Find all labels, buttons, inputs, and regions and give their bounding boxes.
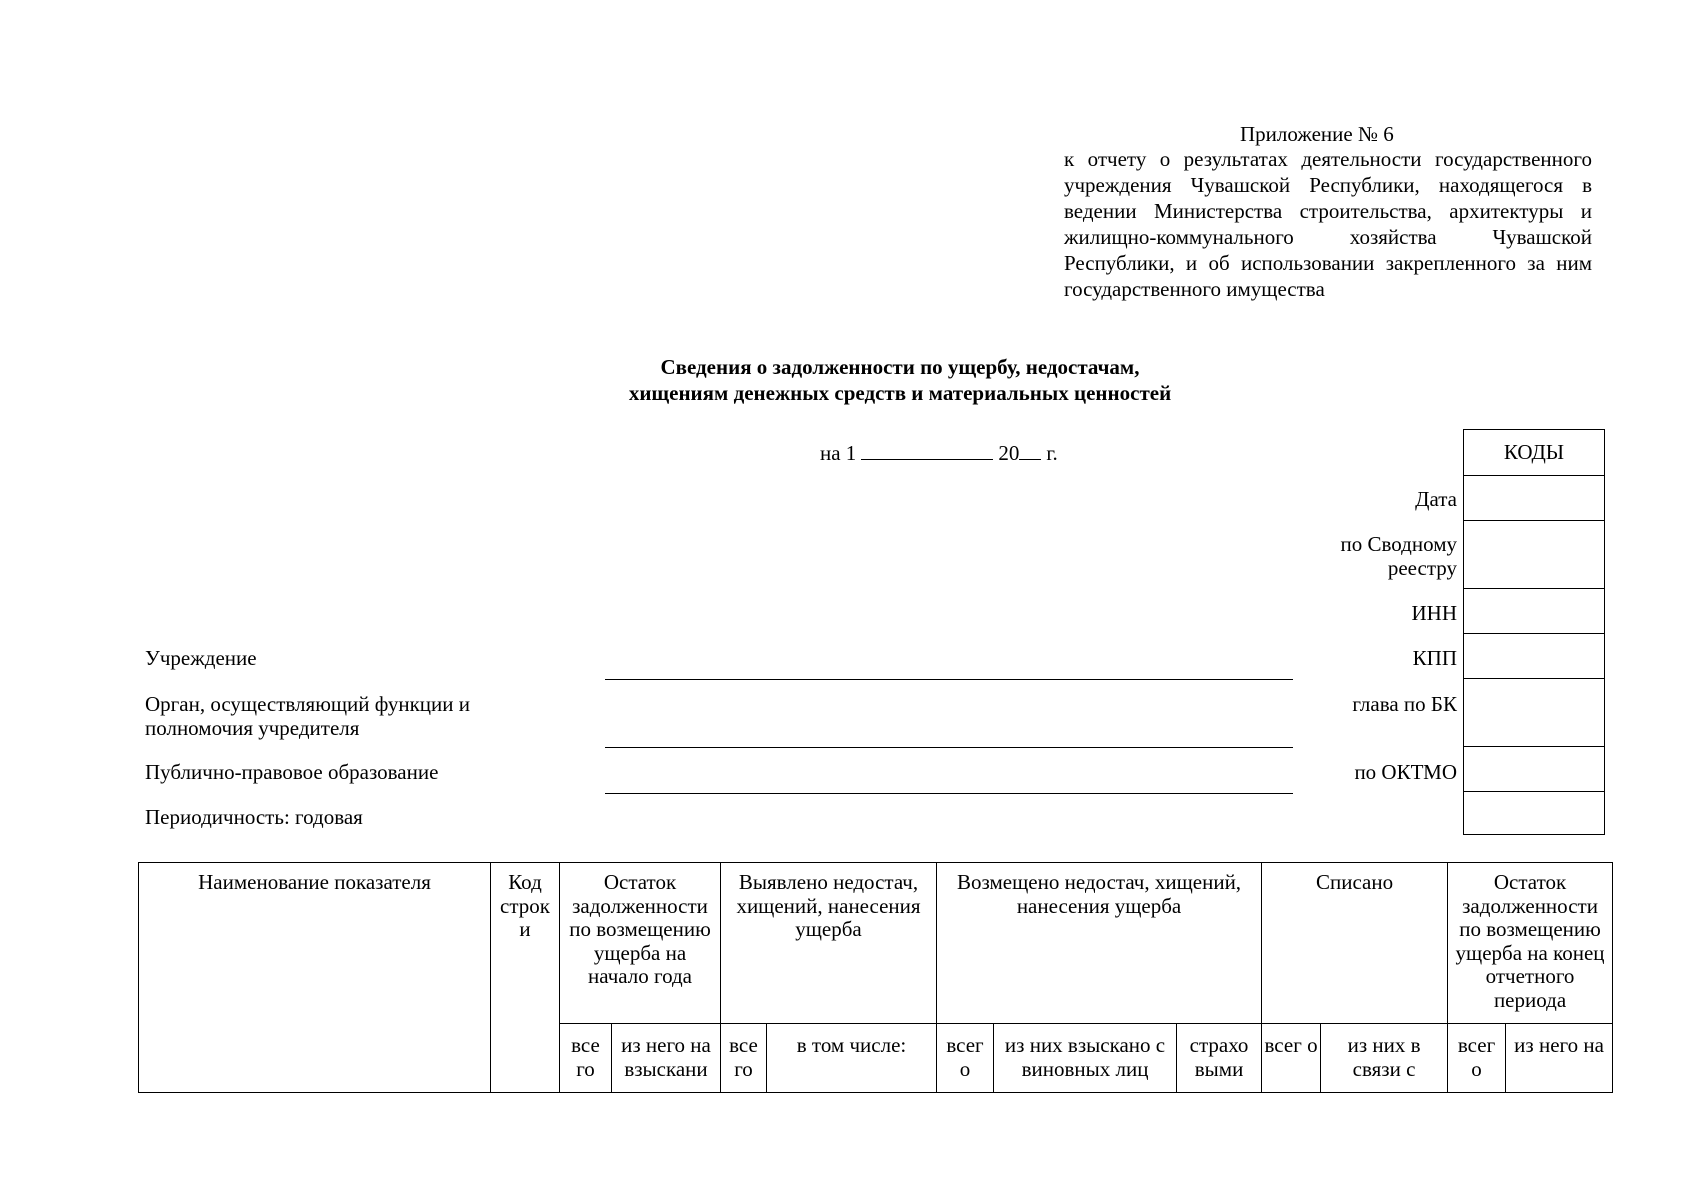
debt-table (138, 862, 1613, 1093)
code-cell-bk[interactable] (1464, 678, 1604, 746)
date-suffix: г. (1046, 441, 1058, 465)
founder-field[interactable] (605, 747, 1293, 748)
subheader-bs-total: все го (560, 1024, 612, 1093)
subheader-cp-guilty: из них взыскано с виновных лиц (994, 1024, 1177, 1093)
municipality-label: Публично-правовое образование (145, 760, 439, 784)
codes-header: КОДЫ (1503, 440, 1565, 464)
code-label-bk: глава по БК (1352, 692, 1457, 716)
code-label-registry-line-1: по Сводному (1340, 532, 1457, 556)
month-blank[interactable] (861, 443, 993, 460)
subheader-id-total: все го (721, 1024, 767, 1093)
date-prefix: на 1 (820, 441, 857, 465)
subheader-cp-total: всег о (937, 1024, 994, 1093)
title-line-1: Сведения о задолженности по ущербу, недостачам, (660, 355, 1140, 379)
report-date-line (820, 440, 1058, 466)
header-balance-end: Остаток задолженности по возмещению ущерба на конец отчетного периода (1448, 863, 1613, 1024)
code-cell-date[interactable] (1464, 475, 1604, 520)
subheader-id-including: в том числе: (767, 1024, 937, 1093)
subheader-wo-total: всег о (1262, 1024, 1321, 1093)
code-label-date: Дата (1415, 487, 1457, 511)
subheader-be-total: всег о (1448, 1024, 1506, 1093)
institution-field[interactable] (605, 679, 1293, 680)
code-cell-registry[interactable] (1464, 520, 1604, 588)
codes-table (1463, 429, 1605, 835)
header-identified: Выявлено недостач, хищений, нанесения ущерба (721, 863, 937, 1024)
subheader-wo-related: из них в связи с (1321, 1024, 1448, 1093)
year-prefix: 20 (998, 441, 1020, 465)
founder-label-line-1: Орган, осуществляющий функции и (145, 692, 471, 716)
header-written-off: Списано (1262, 863, 1448, 1024)
founder-label-line-2: полномочия учредителя (145, 716, 360, 740)
institution-label: Учреждение (145, 646, 257, 670)
code-label-oktmo: по ОКТМО (1354, 760, 1457, 784)
code-cell-inn[interactable] (1464, 588, 1604, 633)
code-label-registry (1341, 532, 1457, 580)
appendix-text: к отчету о результатах деятельности государственного учреждения Чувашской Республики, находящегося в ведении Министерства строительства, архитектуры и жилищно-коммунального хозяйства Чувашской Республики, и об использовании закрепленного за ним государственного имущества (1064, 147, 1592, 301)
subheader-cp-insurance: страхо выми (1177, 1024, 1262, 1093)
founder-label (145, 692, 470, 740)
document-title (400, 354, 1400, 406)
header-balance-start: Остаток задолженности по возмещению ущерба на начало года (560, 863, 721, 1024)
table-header-row (139, 863, 1613, 1024)
subheader-bs-collected: из него на взыскани (612, 1024, 721, 1093)
subheader-be-on: из него на (1506, 1024, 1613, 1093)
code-label-inn: ИНН (1411, 601, 1457, 625)
header-code: Код строк и (491, 863, 560, 1093)
code-label-registry-line-2: реестру (1387, 556, 1457, 580)
appendix-number: Приложение № 6 (1240, 122, 1394, 146)
code-label-kpp: КПП (1412, 646, 1457, 670)
year-blank[interactable] (1019, 443, 1041, 460)
code-cell-periodicity[interactable] (1464, 791, 1604, 834)
periodicity-label: Периодичность: годовая (145, 805, 363, 829)
header-name: Наименование показателя (139, 863, 491, 1093)
municipality-field[interactable] (605, 793, 1293, 794)
header-compensated: Возмещено недостач, хищений, нанесения ущерба (937, 863, 1262, 1024)
code-cell-oktmo[interactable] (1464, 746, 1604, 791)
title-line-2: хищениям денежных средств и материальных ценностей (628, 381, 1172, 405)
code-cell-kpp[interactable] (1464, 633, 1604, 678)
